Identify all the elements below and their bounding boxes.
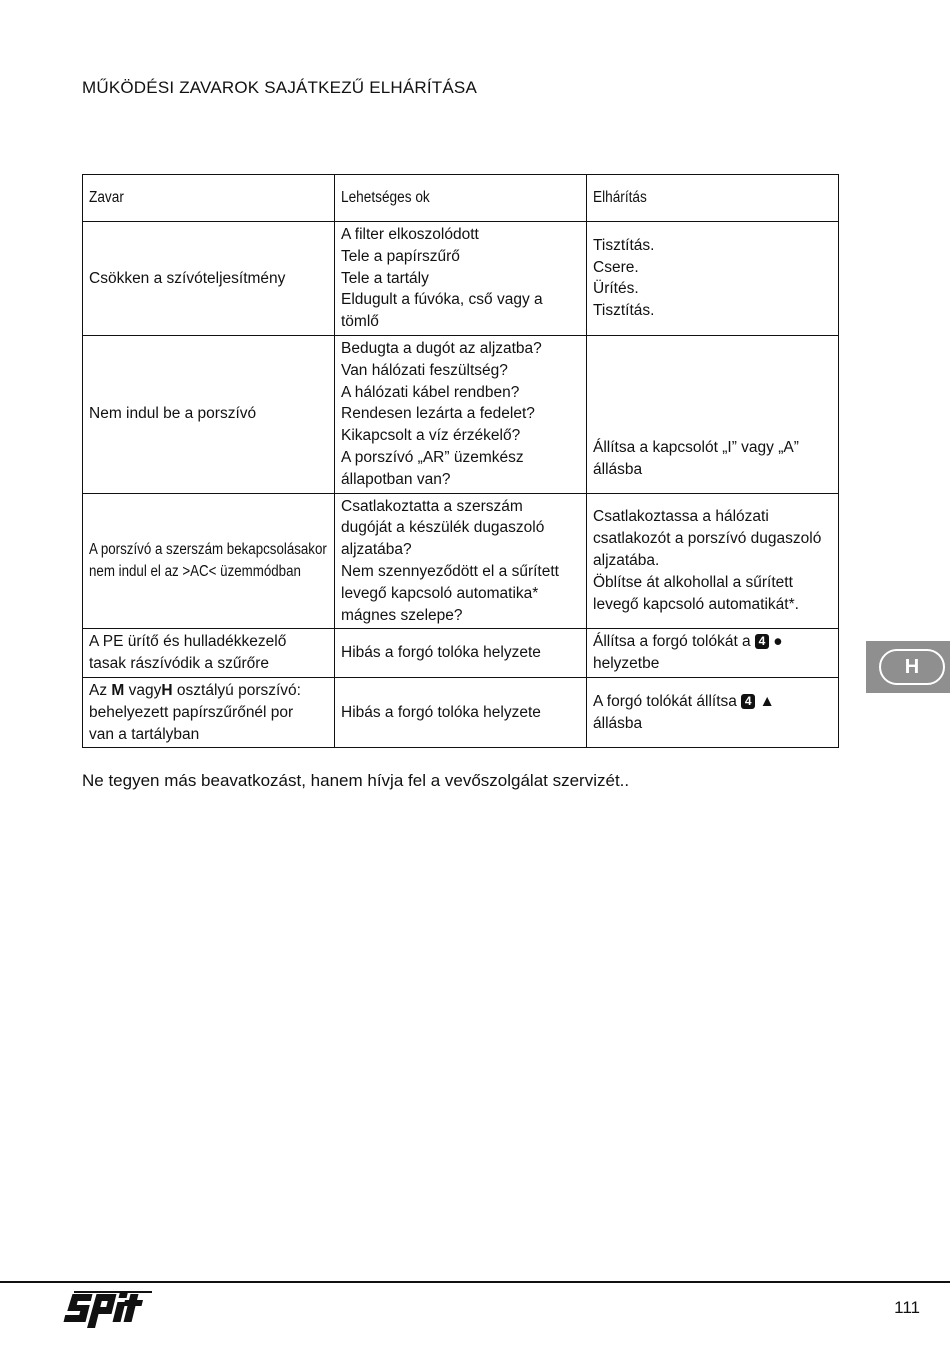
language-label: H (879, 649, 945, 685)
fault-cell: Az M vagyH osztályú porszívó: behelyezett papírszűrőnél por van a tartályban (83, 677, 335, 747)
fault-cell: A porszívó a szerszám bekapcsolásakor nem indul el az >AC< üzemmódban (83, 493, 335, 629)
causes-cell: Csatlakoztatta a szerszám dugóját a készülék dugaszoló aljzatába? Nem szennyeződött el a sűrített levegő kapcsoló automatika* mágnes szelepe? (335, 493, 587, 629)
causes-cell: A filter elkoszolódott Tele a papírszűrő Tele a tartály Eldugult a fúvóka, cső vagy a tömlő (335, 222, 587, 336)
service-note: Ne tegyen más beavatkozást, hanem hívja fel a vevőszolgálat szervizét.. (82, 771, 630, 790)
footer-divider (0, 1281, 950, 1283)
language-tab (866, 641, 950, 693)
page-title: MŰKÖDÉSI ZAVAROK SAJÁTKEZŰ ELHÁRÍTÁSA (82, 78, 478, 97)
remedy-cell: Csatlakoztassa a hálózati csatlakozót a porszívó dugaszoló aljzatába. Öblítse át alkohollal a sűrített levegő kapcsoló automatikát*. (587, 493, 839, 629)
table-row (83, 677, 839, 747)
column-header-remedy: Elhárítás (587, 175, 839, 222)
column-header-causes: Lehetséges ok (335, 175, 587, 222)
table-row (83, 493, 839, 629)
table-header-row (83, 175, 839, 222)
fault-cell: Nem indul be a porszívó (83, 335, 335, 493)
remedy-cell: Tisztítás. Csere. Ürítés. Tisztítás. (587, 222, 839, 336)
table-row (83, 629, 839, 678)
page-number: 111 (894, 1298, 920, 1317)
troubleshooting-table (82, 174, 839, 748)
spit-logo (60, 1288, 152, 1336)
causes-cell: Hibás a forgó tolóka helyzete (335, 677, 587, 747)
table-row (83, 335, 839, 493)
triangle-symbol-icon: ▲ (759, 692, 775, 710)
table-row (83, 222, 839, 336)
causes-cell: Bedugta a dugót az aljzatba? Van hálózati feszültség? A hálózati kábel rendben? Rendesen lezárta a fedelet? Kikapcsolt a víz érzékelő? A porszívó „AR” üzemkész állapotban van? (335, 335, 587, 493)
dot-symbol-icon: ● (773, 633, 783, 651)
causes-cell: Hibás a forgó tolóka helyzete (335, 629, 587, 678)
position-4-icon: 4 (741, 694, 755, 709)
column-header-fault: Zavar (83, 175, 335, 222)
remedy-cell: A forgó tolókát állítsa 4 ▲ állásba (587, 677, 839, 747)
position-4-icon: 4 (755, 634, 769, 649)
fault-cell: A PE ürítő és hulladékkezelő tasak rászívódik a szűrőre (83, 629, 335, 678)
remedy-cell: Állítsa a kapcsolót „I” vagy „A” állásba (587, 335, 839, 493)
remedy-cell: Állítsa a forgó tolókát a 4 ● helyzetbe (587, 629, 839, 678)
fault-cell: Csökken a szívóteljesítmény (83, 222, 335, 336)
